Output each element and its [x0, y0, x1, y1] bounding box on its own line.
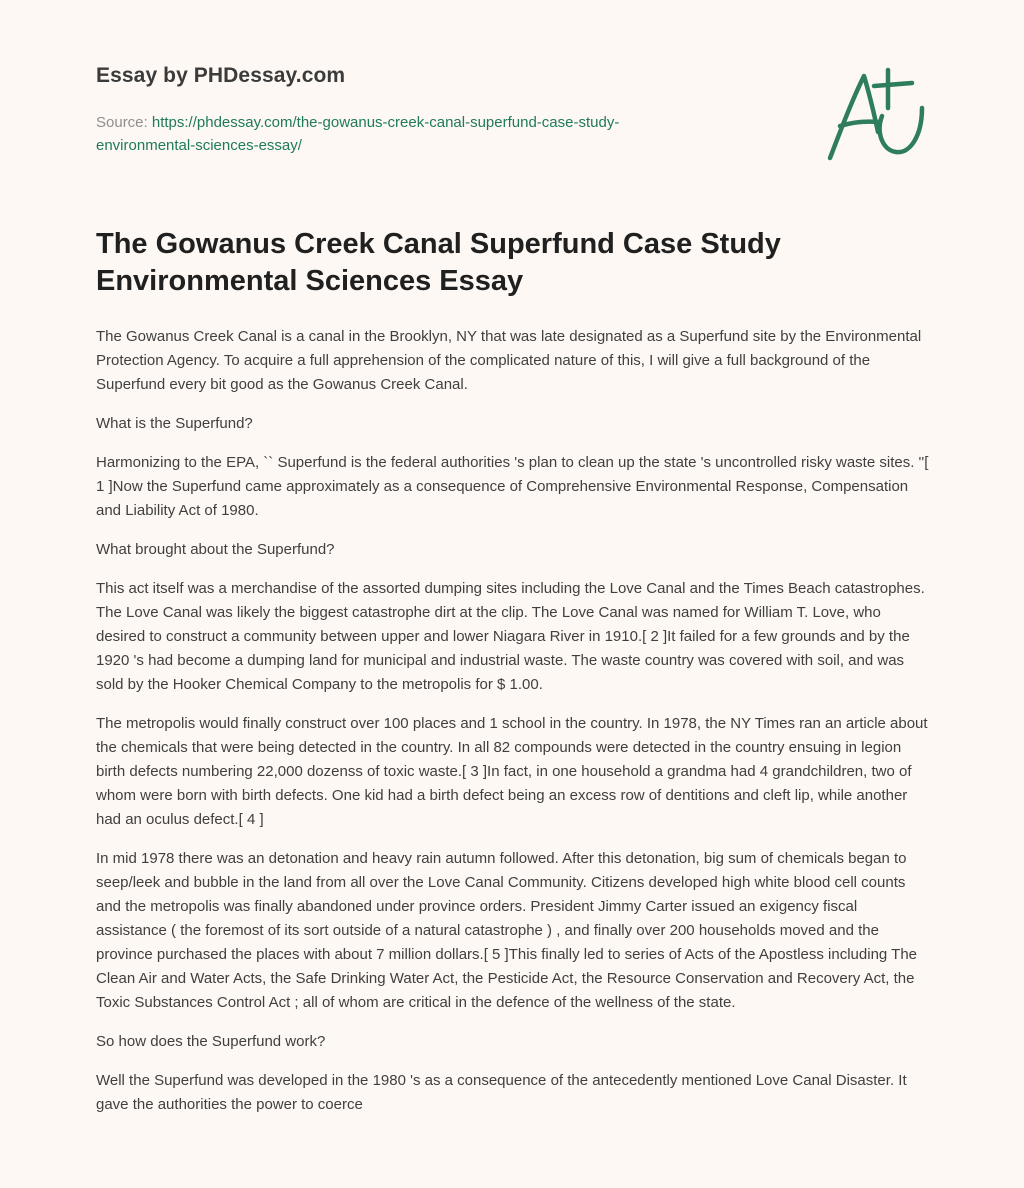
a-plus-icon	[818, 66, 930, 166]
source-label: Source:	[96, 114, 152, 131]
source-link-line-1: https://phdessay.com/the-gowanus-creek-canal-superfund-case-study-	[151, 114, 620, 131]
essay-body	[96, 325, 932, 1132]
source-line	[96, 111, 716, 157]
source-link[interactable]	[96, 114, 619, 154]
site-title: Essay by PHDessay.com	[96, 64, 346, 87]
paragraph: Well the Superfund was developed in the 1980 's as a consequence of the antecedently mentioned Love Canal Disaster. It gave the authorities the power to coerce	[96, 1072, 907, 1113]
source-link-line-2: environmental-sciences-essay/	[96, 137, 302, 154]
paragraph: What brought about the Superfund?	[96, 541, 335, 558]
paragraph: What is the Superfund?	[96, 415, 253, 432]
paragraph: The Gowanus Creek Canal is a canal in the Brooklyn, NY that was late designated as a Superfund site by the Environmental Protection Agency. To acquire a full apprehension of the complicated nature of this, I will give a full background of the Superfund every bit good as the Gowanus Creek Canal.	[96, 328, 922, 393]
essay-title	[96, 226, 916, 300]
paragraph: So how does the Superfund work?	[96, 1033, 326, 1050]
essay-title-line-1: The Gowanus Creek Canal Superfund Case Study	[96, 228, 781, 260]
paragraph: The metropolis would finally construct over 100 places and 1 school in the country. In 1978, the NY Times ran an article about the chemicals that were being detected in the country. In all 82 compounds were detected in the country ensuing in legion birth defects numbering 22,000 dozenss of toxic waste.[ 3 ]In fact, in one household a grandma had 4 grandchildren, two of whom were born with birth defects. One kid had a birth defect being an excess row of dentitions and cleft lip, while another had an oculus defect.[ 4 ]	[96, 715, 928, 828]
paragraph: Harmonizing to the EPA, `` Superfund is the federal authorities 's plan to clean up the state 's uncontrolled risky waste sites. ''[ 1 ]Now the Superfund came approximately as a consequence of Comprehensive Environmental Response, Compensation and Liability Act of 1980.	[96, 454, 929, 519]
paragraph: In mid 1978 there was an detonation and heavy rain autumn followed. After this detonation, big sum of chemicals began to seep/leek and bubble in the land from all over the Love Canal Community. Citizens developed high white blood cell counts and the metropolis was finally abandoned under province orders. President Jimmy Carter issued an exigency fiscal assistance ( the foremost of its sort outside of a natural catastrophe ) , and finally over 200 households moved and the province purchased the places with about 7 million dollars.[ 5 ]This finally led to series of Acts of the Apostless including The Clean Air and Water Acts, the Safe Drinking Water Act, the Pesticide Act, the Resource Conservation and Recovery Act, the Toxic Substances Control Act ; all of whom are critical in the defence of the wellness of the state.	[96, 850, 918, 1011]
paragraph: This act itself was a merchandise of the assorted dumping sites including the Love Canal and the Times Beach catastrophes. The Love Canal was likely the biggest catastrophe dirt at the clip. The Love Canal was named for William T. Love, who desired to construct a community between upper and lower Niagara River in 1910.[ 2 ]It failed for a few grounds and by the 1920 's had become a dumping land for municipal and industrial waste. The waste country was covered with soil, and was sold by the Hooker Chemical Company to the metropolis for $ 1.00.	[96, 580, 925, 693]
essay-title-line-2: Environmental Sciences Essay	[96, 265, 524, 297]
